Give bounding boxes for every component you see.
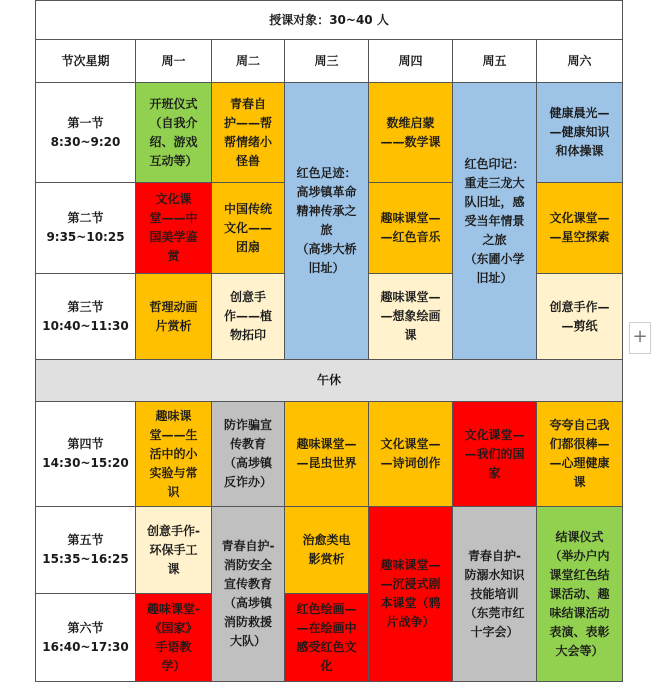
cell-p4-mon <box>136 402 212 507</box>
cell-p3-mon-text: 哲理动画 片赏析 <box>149 299 198 333</box>
header-day-mon: 周一 <box>136 40 212 83</box>
cell-p3-thu <box>369 274 453 360</box>
cell-wed-morning-text: 红色足迹： 高埗镇革命 精神传承之 旅 （高埗大桥 旧址） <box>296 166 357 275</box>
cell-p5-wed-text: 治愈类电 影赏析 <box>302 533 351 566</box>
period-4-name: 第四节 <box>67 437 104 451</box>
cell-p3-tue <box>212 274 285 360</box>
course-title: 授课对象：30~40 人 <box>36 1 623 40</box>
cell-p4-fri-text: 文化课堂— —我们的国 家 <box>464 427 525 480</box>
cell-p2-tue <box>212 183 285 274</box>
cell-p3-tue-text: 创意手 作——植 物拓印 <box>223 290 272 342</box>
cell-p1-thu <box>369 83 453 183</box>
period-2-name: 第二节 <box>67 211 104 225</box>
cell-wed-morning <box>285 83 369 360</box>
header-day-fri: 周五 <box>453 40 537 83</box>
period-1-name: 第一节 <box>67 115 104 130</box>
cell-fri-afternoon-text: 青春自护- 防溺水知识 技能培训 （东莞市红 十字会） <box>464 548 525 639</box>
period-4-time: 14:30~15:20 <box>42 456 129 470</box>
period-6 <box>36 594 136 682</box>
header-day-tue: 周二 <box>212 40 285 83</box>
cell-p1-tue-text: 青春自 护——帮 帮情绪小 怪兽 <box>223 96 272 168</box>
period-3 <box>36 274 136 360</box>
cell-thu-afternoon <box>369 507 453 682</box>
period-6-time: 16:40~17:30 <box>42 639 129 654</box>
header-day-thu: 周四 <box>369 40 453 83</box>
cell-p2-mon <box>136 183 212 274</box>
cell-p1-sat <box>537 83 623 183</box>
cell-p4-wed <box>285 402 369 507</box>
cell-p4-fri <box>453 402 537 507</box>
cell-p3-mon <box>136 274 212 360</box>
cell-fri-afternoon <box>453 507 537 682</box>
cell-sat-afternoon <box>537 507 623 682</box>
cell-p4-sat <box>537 402 623 507</box>
cell-thu-afternoon-text: 趣味课堂— —沉浸式剧 本课堂（鸦 片战争） <box>380 558 441 629</box>
cell-p6-mon <box>136 594 212 682</box>
add-button[interactable]: + <box>629 322 651 354</box>
period-5 <box>36 507 136 594</box>
period-5-name: 第五节 <box>67 533 104 547</box>
cell-p3-sat-text: 创意手作— —剪纸 <box>549 299 610 333</box>
cell-p3-sat <box>537 274 623 360</box>
cell-p2-sat <box>537 183 623 274</box>
period-3-time: 10:40~11:30 <box>42 318 129 333</box>
period-2 <box>36 183 136 274</box>
cell-p2-tue-text: 中国传统 文化—— 团扇 <box>223 201 272 254</box>
cell-p1-mon-text: 开班仪式 （自我介 绍、游戏 互动等） <box>149 96 198 168</box>
period-5-time: 15:35~16:25 <box>42 552 129 566</box>
cell-p4-wed-text: 趣味课堂— —昆虫世界 <box>296 437 357 470</box>
cell-fri-morning <box>453 83 537 360</box>
cell-p2-sat-text: 文化课堂— —星空探索 <box>549 211 610 244</box>
header-corner: 节次星期 <box>36 40 136 83</box>
cell-p1-thu-text: 数维启蒙 ——数学课 <box>380 115 441 149</box>
period-6-name: 第六节 <box>67 620 104 635</box>
cell-p5-mon <box>136 507 212 594</box>
cell-p1-mon <box>136 83 212 183</box>
period-1 <box>36 83 136 183</box>
cell-p3-thu-text: 趣味课堂— —想象绘画 课 <box>380 290 441 342</box>
period-3-name: 第三节 <box>67 299 104 314</box>
cell-p2-mon-text: 文化课 堂——中 国美学鉴 赏 <box>149 192 198 263</box>
schedule-sheet <box>35 0 622 682</box>
cell-p6-mon-text: 趣味课堂- 《国家》 手语教 学） <box>147 601 200 673</box>
header-day-sat: 周六 <box>537 40 623 83</box>
cell-p6-wed-text: 红色绘画— —在绘画中 感受红色文 化 <box>296 601 357 673</box>
cell-p2-thu-text: 趣味课堂— —红色音乐 <box>380 211 441 244</box>
period-2-time: 9:35~10:25 <box>46 230 125 244</box>
cell-p1-tue <box>212 83 285 183</box>
cell-sat-afternoon-text: 结课仪式 （举办户内 课堂红色结 课活动、趣 味结课活动 表演、表彰 大会等） <box>549 529 610 658</box>
cell-p5-mon-text: 创意手作- 环保手工 课 <box>147 523 200 576</box>
cell-fri-morning-text: 红色印记： 重走三龙大 队旧址，感 受当年情景 之旅 （东圃小学 旧址） <box>464 156 525 285</box>
cell-p2-thu <box>369 183 453 274</box>
period-1-time: 8:30~9:20 <box>50 134 121 149</box>
period-4 <box>36 402 136 507</box>
cell-p4-sat-text: 夸夸自己我 们都很棒— —心理健康 课 <box>549 418 610 489</box>
cell-p4-thu <box>369 402 453 507</box>
lunch-break-row: 午休 <box>36 360 623 402</box>
cell-p6-wed <box>285 594 369 682</box>
cell-p4-tue-text: 防诈骗宣 传教育 （高埗镇 反诈办） <box>223 418 272 489</box>
schedule-table <box>35 0 623 682</box>
cell-p4-thu-text: 文化课堂— —诗词创作 <box>380 437 441 470</box>
cell-tue-afternoon <box>212 507 285 682</box>
cell-p1-sat-text: 健康晨光— —健康知识 和体操课 <box>549 106 610 158</box>
cell-p4-mon-text: 趣味课 堂——生 活中的小 实验与常 识 <box>149 408 198 499</box>
header-day-wed: 周三 <box>285 40 369 83</box>
cell-tue-afternoon-text: 青春自护- 消防安全 宣传教育 （高埗镇 消防救援 大队） <box>221 539 275 648</box>
cell-p5-wed <box>285 507 369 594</box>
cell-p4-tue <box>212 402 285 507</box>
